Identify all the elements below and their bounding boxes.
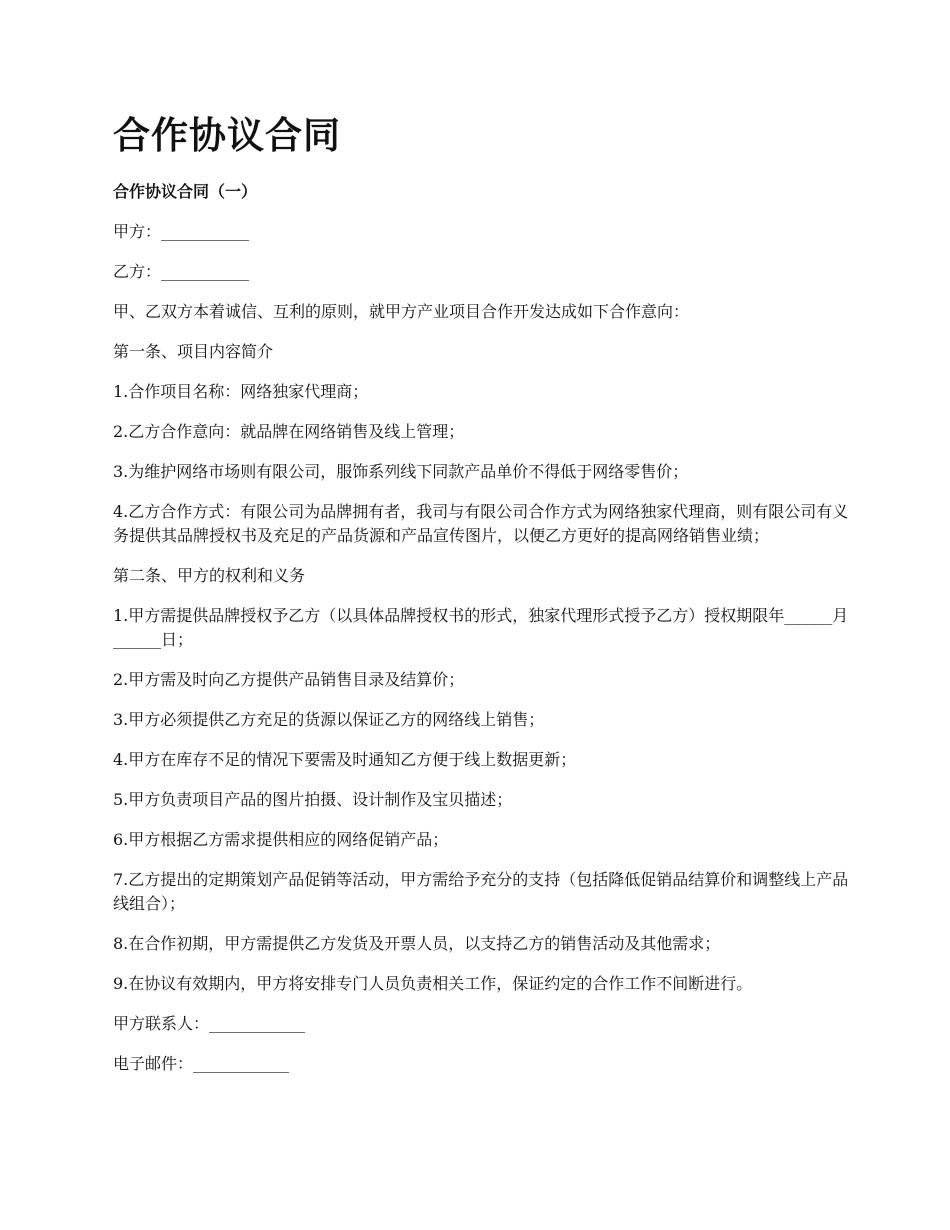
document-page (113, 108, 853, 1092)
article-2-item-5: 5.甲方负责项目产品的图片拍摄、设计制作及宝贝描述； (113, 790, 513, 809)
article-2-item-4: 4.甲方在库存不足的情况下要需及时通知乙方便于线上数据更新； (113, 750, 577, 769)
article-1-item-2: 2.乙方合作意向：就品牌在网络销售及线上管理； (113, 422, 465, 441)
email-field: 电子邮件：____________ (113, 1054, 290, 1073)
article-2-heading: 第二条、甲方的权利和义务 (113, 566, 306, 585)
article-1-heading: 第一条、项目内容简介 (113, 342, 274, 361)
article-1-item-4: 4.乙方合作方式：有限公司为品牌拥有者，我司与有限公司合作方式为网络独家代理商，则有限公司有义务提供其品牌授权书及充足的产品货源和产品宣传图片，以便乙方更好的提高网络销售业绩； (113, 502, 849, 545)
article-1-item-1: 1.合作项目名称：网络独家代理商； (113, 382, 369, 401)
preamble: 甲、乙双方本着诚信、互利的原则，就甲方产业项目合作开发达成如下合作意向： (113, 302, 690, 321)
article-2-item-2: 2.甲方需及时向乙方提供产品销售目录及结算价； (113, 670, 465, 689)
article-2-item-8: 8.在合作初期，甲方需提供乙方发货及开票人员，以支持乙方的销售活动及其他需求； (113, 934, 721, 953)
party-a-field: 甲方：___________ (113, 222, 250, 241)
article-2-item-6: 6.甲方根据乙方需求提供相应的网络促销产品； (113, 830, 449, 849)
article-2-item-9: 9.在协议有效期内，甲方将安排专门人员负责相关工作，保证约定的合作工作不间断进行。 (113, 974, 753, 993)
party-b-field: 乙方：___________ (113, 262, 250, 281)
contract-subtitle: 合作协议合同（一） (113, 182, 258, 201)
article-1-item-3: 3.为维护网络市场则有限公司，服饰系列线下同款产品单价不得低于网络零售价； (113, 462, 689, 481)
article-2-item-3: 3.甲方必须提供乙方充足的货源以保证乙方的网络线上销售； (113, 710, 545, 729)
article-2-item-1: 1.甲方需提供品牌授权予乙方（以具体品牌授权书的形式，独家代理形式授予乙方）授权期限年______月______日； (113, 606, 849, 649)
document-title: 合作协议合同 (113, 114, 341, 157)
article-2-item-7: 7.乙方提出的定期策划产品促销等活动，甲方需给予充分的支持（包括降低促销品结算价和调整线上产品线组合）； (113, 870, 849, 913)
party-a-contact-field: 甲方联系人：____________ (113, 1014, 306, 1033)
